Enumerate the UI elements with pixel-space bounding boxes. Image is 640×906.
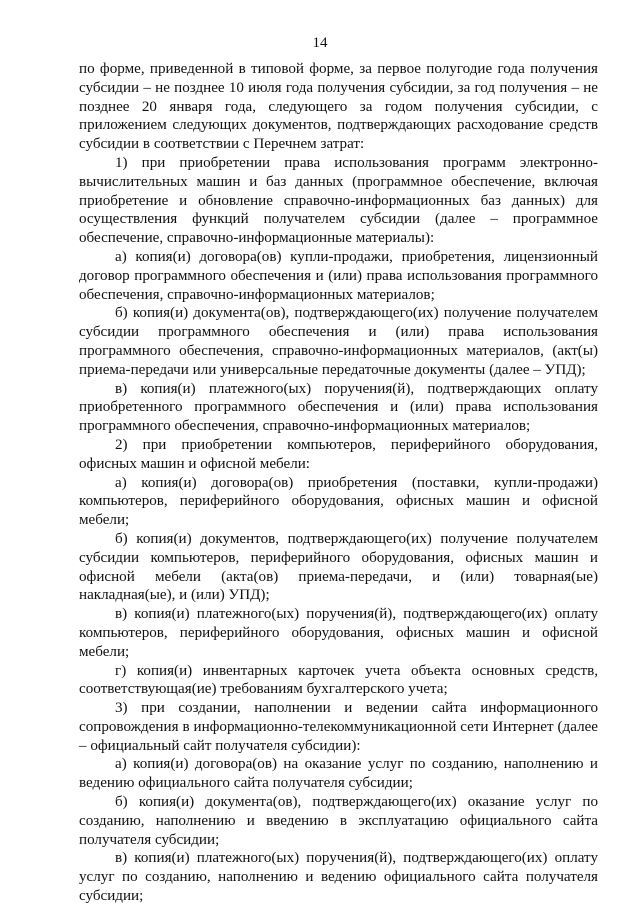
paragraph-item-3b: б) копия(и) документа(ов), подтверждающего(их) оказание услуг по созданию, наполнению и введению в эксплуатацию официального сайта получателя субсидии; bbox=[79, 794, 598, 848]
paragraph-item-1b: б) копия(и) документа(ов), подтверждающего(их) получение получателем субсидии программного обеспечения и (или) права использования программного обеспечения, справочно-информационных материалов, (акт(ы) приема-передачи или универсальные передаточные документы (далее – УПД); bbox=[79, 305, 598, 378]
paragraph-item-2b: б) копия(и) документов, подтверждающего(их) получение получателем субсидии компьютеров, периферийного оборудования, офисных машин и офисной мебели (акта(ов) приема-передачи, и (или) товарная(ые) накладная(ые), и (или) УПД); bbox=[79, 530, 598, 604]
paragraph-item-1-software: 1) при приобретении права использования программ электронно-вычислительных машин и баз данных (программное обеспечение, включая приобретение и обновление справочно-информационных баз данных) для осуществления функций получателем субсидии (далее – программное обеспечение, справочно-информационные материалы): bbox=[79, 154, 598, 247]
paragraph-item-1a: а) копия(и) договора(ов) купли-продажи, приобретения, лицензионный договор программного обеспечения и (или) права использования программного обеспечения, справочно-информационных материалов; bbox=[79, 248, 598, 303]
document-body bbox=[79, 60, 598, 906]
page-number: 14 bbox=[312, 35, 328, 51]
paragraph-item-2g: г) копия(и) инвентарных карточек учета объекта основных средств, соответствующая(ие) требованиям бухгалтерского учета; bbox=[79, 662, 598, 698]
paragraph-item-2v: в) копия(и) платежного(ых) поручения(й), подтверждающего(их) оплату компьютеров, периферийного оборудования, офисных машин и офисной мебели; bbox=[79, 606, 598, 660]
paragraph-item-1v: в) копия(и) платежного(ых) поручения(й), подтверждающих оплату приобретенного программного обеспечения и (или) права использования программного обеспечения, справочно-информационных материалов; bbox=[79, 380, 598, 435]
paragraph-item-2a: а) копия(и) договора(ов) приобретения (поставки, купли-продажи) компьютеров, периферийного оборудования, офисных машин и офисной мебели; bbox=[79, 474, 598, 529]
paragraph-item-3v: в) копия(и) платежного(ых) поручения(й), подтверждающего(их) оплату услуг по созданию, наполнению и ведению официального сайта получателя субсидии; bbox=[79, 850, 598, 905]
paragraph-item-3a: а) копия(и) договора(ов) на оказание услуг по созданию, наполнению и ведению официального сайта получателя субсидии; bbox=[79, 756, 598, 792]
paragraph-intro-continuation: по форме, приведенной в типовой форме, за первое полугодие года получения субсидии – не позднее 10 июля года получения субсидии, за год получения – не позднее 20 января года, следующего за годом получения субсидии, с приложением следующих документов, подтверждающих расходование средств субсидии в соответствии с Перечнем затрат: bbox=[79, 61, 598, 153]
paragraph-item-3-website: 3) при создании, наполнении и ведении сайта информационного сопровождения в информационно-телекоммуникационной сети Интернет (далее – официальный сайт получателя субсидии): bbox=[79, 700, 598, 754]
paragraph-item-2-computers: 2) при приобретении компьютеров, периферийного оборудования, офисных машин и офисной мебели: bbox=[79, 436, 598, 472]
